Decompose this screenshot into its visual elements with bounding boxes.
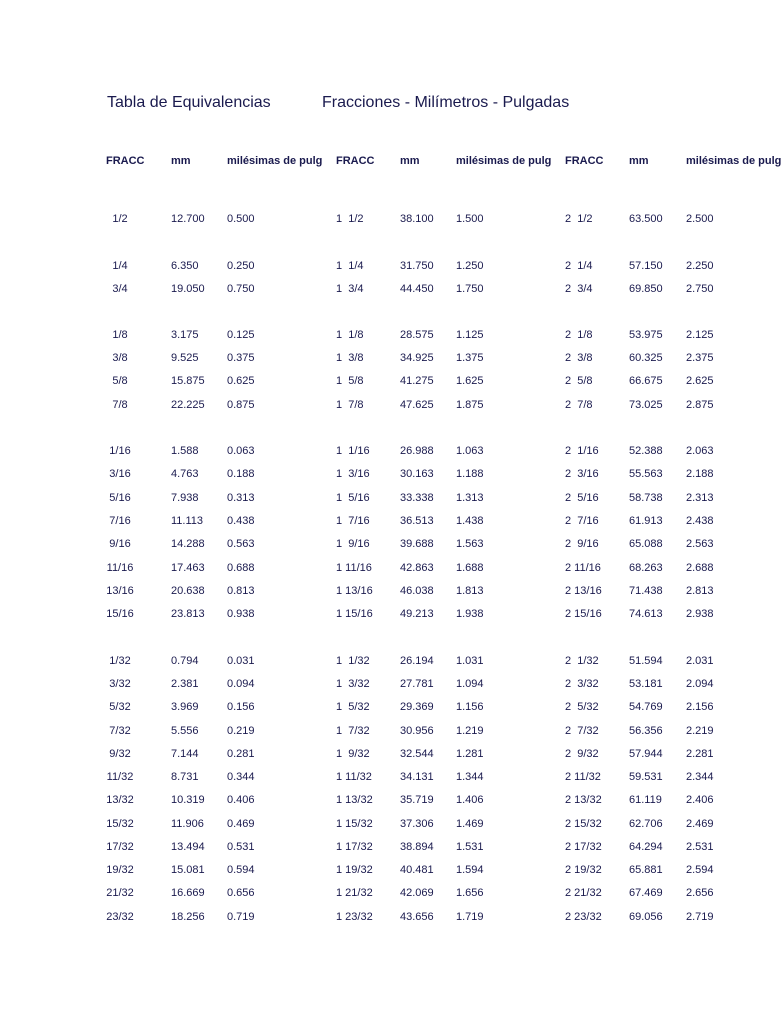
cell-inch-2: 1.188 <box>456 468 484 480</box>
cell-inch-3: 2.031 <box>686 655 714 667</box>
cell-inch-3: 2.063 <box>686 445 714 457</box>
cell-fraction-2: 1 11/16 <box>336 562 372 574</box>
cell-fraction-2: 1 5/8 <box>336 375 364 387</box>
cell-mm-3: 65.088 <box>629 538 663 550</box>
cell-fraction-1: 1/32 <box>109 655 131 667</box>
cell-mm-1: 2.381 <box>171 678 199 690</box>
cell-inch-1: 0.469 <box>227 818 255 830</box>
cell-inch-3: 2.219 <box>686 725 714 737</box>
cell-fraction-1: 5/32 <box>109 701 131 713</box>
cell-inch-3: 2.438 <box>686 515 714 527</box>
cell-mm-3: 65.881 <box>629 864 663 876</box>
cell-mm-3: 73.025 <box>629 399 663 411</box>
cell-mm-2: 32.544 <box>400 748 434 760</box>
cell-inch-3: 2.938 <box>686 608 714 620</box>
cell-inch-2: 1.406 <box>456 794 484 806</box>
cell-mm-3: 67.469 <box>629 887 663 899</box>
header-milesimas-3: milésimas de pulg <box>686 155 781 167</box>
cell-fraction-1: 3/32 <box>109 678 131 690</box>
cell-mm-1: 6.350 <box>171 260 199 272</box>
cell-inch-1: 0.313 <box>227 492 255 504</box>
cell-mm-2: 33.338 <box>400 492 434 504</box>
header-milesimas-2: milésimas de pulg <box>456 155 552 167</box>
cell-fraction-3: 2 13/16 <box>565 585 602 597</box>
cell-inch-2: 1.938 <box>456 608 484 620</box>
cell-fraction-3: 2 11/32 <box>565 771 601 783</box>
cell-fraction-2: 1 15/16 <box>336 608 373 620</box>
cell-fraction-1: 7/16 <box>109 515 131 527</box>
cell-mm-3: 60.325 <box>629 352 663 364</box>
cell-inch-2: 1.688 <box>456 562 484 574</box>
cell-mm-2: 49.213 <box>400 608 434 620</box>
cell-fraction-2: 1 9/32 <box>336 748 370 760</box>
cell-mm-3: 51.594 <box>629 655 663 667</box>
cell-inch-3: 2.656 <box>686 887 714 899</box>
cell-mm-2: 30.956 <box>400 725 434 737</box>
cell-mm-3: 68.263 <box>629 562 663 574</box>
cell-mm-3: 57.944 <box>629 748 663 760</box>
cell-inch-1: 0.688 <box>227 562 255 574</box>
cell-inch-2: 1.563 <box>456 538 484 550</box>
cell-inch-1: 0.625 <box>227 375 255 387</box>
cell-inch-2: 1.875 <box>456 399 484 411</box>
cell-fraction-2: 1 5/16 <box>336 492 370 504</box>
cell-inch-2: 1.750 <box>456 283 484 295</box>
cell-mm-3: 57.150 <box>629 260 663 272</box>
cell-mm-3: 59.531 <box>629 771 663 783</box>
cell-mm-3: 61.119 <box>629 794 662 806</box>
cell-fraction-1: 9/16 <box>109 538 131 550</box>
cell-fraction-1: 1/8 <box>112 329 128 341</box>
cell-inch-2: 1.156 <box>456 701 484 713</box>
cell-fraction-2: 1 1/8 <box>336 329 364 341</box>
cell-fraction-2: 1 17/32 <box>336 841 373 853</box>
cell-fraction-2: 1 3/16 <box>336 468 370 480</box>
cell-mm-1: 9.525 <box>171 352 199 364</box>
cell-fraction-1: 1/4 <box>112 260 128 272</box>
cell-inch-2: 1.625 <box>456 375 484 387</box>
cell-mm-1: 19.050 <box>171 283 205 295</box>
cell-inch-2: 1.438 <box>456 515 484 527</box>
cell-mm-1: 15.875 <box>171 375 205 387</box>
cell-inch-2: 1.219 <box>456 725 484 737</box>
cell-fraction-1: 15/32 <box>106 818 134 830</box>
cell-mm-1: 11.906 <box>171 818 204 830</box>
cell-fraction-3: 2 21/32 <box>565 887 602 899</box>
cell-fraction-1: 15/16 <box>106 608 134 620</box>
cell-mm-1: 23.813 <box>171 608 205 620</box>
cell-inch-2: 1.313 <box>456 492 484 504</box>
cell-inch-2: 1.813 <box>456 585 484 597</box>
cell-fraction-2: 1 19/32 <box>336 864 373 876</box>
cell-fraction-2: 1 1/4 <box>336 260 364 272</box>
cell-mm-2: 46.038 <box>400 585 434 597</box>
cell-mm-3: 58.738 <box>629 492 663 504</box>
cell-mm-3: 53.181 <box>629 678 663 690</box>
cell-inch-1: 0.375 <box>227 352 255 364</box>
cell-fraction-1: 7/32 <box>109 725 131 737</box>
cell-fraction-1: 9/32 <box>109 748 131 760</box>
cell-fraction-2: 1 11/32 <box>336 771 372 783</box>
cell-fraction-1: 5/8 <box>112 375 128 387</box>
cell-inch-1: 0.344 <box>227 771 255 783</box>
cell-inch-3: 2.875 <box>686 399 714 411</box>
cell-fraction-2: 1 1/16 <box>336 445 370 457</box>
cell-inch-3: 2.188 <box>686 468 714 480</box>
cell-inch-1: 0.156 <box>227 701 255 713</box>
header-mm-3: mm <box>629 155 649 167</box>
cell-inch-1: 0.594 <box>227 864 255 876</box>
cell-inch-2: 1.063 <box>456 445 484 457</box>
cell-fraction-1: 19/32 <box>106 864 134 876</box>
header-milesimas-1: milésimas de pulg <box>227 155 323 167</box>
cell-mm-2: 34.925 <box>400 352 434 364</box>
cell-inch-1: 0.750 <box>227 283 255 295</box>
cell-inch-3: 2.125 <box>686 329 714 341</box>
cell-mm-2: 38.100 <box>400 213 434 225</box>
cell-inch-3: 2.750 <box>686 283 714 295</box>
cell-mm-2: 37.306 <box>400 818 434 830</box>
cell-inch-1: 0.094 <box>227 678 255 690</box>
cell-inch-1: 0.281 <box>227 748 255 760</box>
cell-mm-2: 36.513 <box>400 515 434 527</box>
cell-inch-3: 2.594 <box>686 864 714 876</box>
cell-mm-3: 52.388 <box>629 445 663 457</box>
cell-inch-1: 0.125 <box>227 329 255 341</box>
header-mm-1: mm <box>171 155 191 167</box>
cell-fraction-2: 1 15/32 <box>336 818 373 830</box>
cell-mm-1: 3.969 <box>171 701 199 713</box>
cell-inch-3: 2.094 <box>686 678 714 690</box>
cell-mm-1: 10.319 <box>171 794 205 806</box>
cell-inch-2: 1.375 <box>456 352 484 364</box>
cell-fraction-3: 2 3/8 <box>565 352 593 364</box>
cell-mm-3: 69.850 <box>629 283 663 295</box>
cell-fraction-1: 23/32 <box>106 911 134 923</box>
cell-inch-3: 2.500 <box>686 213 714 225</box>
cell-inch-3: 2.625 <box>686 375 714 387</box>
cell-fraction-2: 1 3/32 <box>336 678 370 690</box>
cell-fraction-1: 13/32 <box>106 794 134 806</box>
cell-mm-3: 53.975 <box>629 329 663 341</box>
cell-inch-3: 2.375 <box>686 352 714 364</box>
cell-fraction-1: 13/16 <box>106 585 134 597</box>
cell-mm-1: 14.288 <box>171 538 205 550</box>
cell-inch-1: 0.875 <box>227 399 255 411</box>
cell-fraction-3: 2 23/32 <box>565 911 602 923</box>
cell-fraction-3: 2 7/32 <box>565 725 599 737</box>
cell-inch-3: 2.156 <box>686 701 714 713</box>
cell-mm-1: 7.144 <box>171 748 199 760</box>
cell-mm-2: 34.131 <box>400 771 434 783</box>
header-fracc-2: FRACC <box>336 155 375 167</box>
cell-inch-1: 0.219 <box>227 725 255 737</box>
cell-mm-1: 15.081 <box>171 864 205 876</box>
cell-mm-1: 20.638 <box>171 585 205 597</box>
cell-inch-1: 0.563 <box>227 538 255 550</box>
cell-mm-1: 4.763 <box>171 468 199 480</box>
cell-inch-2: 1.094 <box>456 678 484 690</box>
cell-mm-3: 66.675 <box>629 375 663 387</box>
cell-fraction-2: 1 7/8 <box>336 399 364 411</box>
cell-mm-2: 41.275 <box>400 375 434 387</box>
cell-inch-3: 2.250 <box>686 260 714 272</box>
cell-mm-3: 62.706 <box>629 818 663 830</box>
cell-mm-2: 40.481 <box>400 864 434 876</box>
cell-mm-2: 30.163 <box>400 468 434 480</box>
cell-fraction-1: 3/8 <box>112 352 128 364</box>
cell-fraction-1: 3/4 <box>112 283 128 295</box>
cell-fraction-3: 2 5/16 <box>565 492 599 504</box>
cell-mm-2: 43.656 <box>400 911 434 923</box>
cell-fraction-3: 2 13/32 <box>565 794 602 806</box>
cell-fraction-2: 1 7/32 <box>336 725 370 737</box>
cell-mm-3: 54.769 <box>629 701 663 713</box>
cell-inch-1: 0.938 <box>227 608 255 620</box>
cell-fraction-3: 2 15/32 <box>565 818 602 830</box>
cell-inch-2: 1.125 <box>456 329 484 341</box>
cell-fraction-3: 2 3/16 <box>565 468 599 480</box>
cell-inch-3: 2.719 <box>686 911 714 923</box>
cell-mm-1: 7.938 <box>171 492 199 504</box>
cell-mm-1: 8.731 <box>171 771 199 783</box>
cell-fraction-3: 2 3/4 <box>565 283 593 295</box>
cell-fraction-3: 2 15/16 <box>565 608 602 620</box>
cell-inch-1: 0.063 <box>227 445 255 457</box>
cell-inch-1: 0.719 <box>227 911 255 923</box>
cell-fraction-2: 1 3/4 <box>336 283 364 295</box>
cell-inch-1: 0.250 <box>227 260 255 272</box>
cell-inch-1: 0.813 <box>227 585 255 597</box>
cell-mm-2: 28.575 <box>400 329 434 341</box>
cell-fraction-1: 1/2 <box>112 213 128 225</box>
cell-mm-3: 63.500 <box>629 213 663 225</box>
cell-inch-2: 1.594 <box>456 864 484 876</box>
cell-inch-2: 1.281 <box>456 748 484 760</box>
cell-fraction-2: 1 1/32 <box>336 655 370 667</box>
cell-mm-3: 64.294 <box>629 841 663 853</box>
cell-mm-1: 17.463 <box>171 562 205 574</box>
cell-mm-3: 61.913 <box>629 515 663 527</box>
cell-inch-2: 1.031 <box>456 655 484 667</box>
cell-inch-1: 0.406 <box>227 794 255 806</box>
cell-mm-2: 35.719 <box>400 794 434 806</box>
cell-fraction-3: 2 11/16 <box>565 562 601 574</box>
cell-fraction-3: 2 5/8 <box>565 375 593 387</box>
cell-fraction-2: 1 1/2 <box>336 213 364 225</box>
cell-fraction-2: 1 23/32 <box>336 911 373 923</box>
cell-mm-1: 18.256 <box>171 911 205 923</box>
header-mm-2: mm <box>400 155 420 167</box>
cell-fraction-3: 2 7/8 <box>565 399 593 411</box>
cell-fraction-2: 1 3/8 <box>336 352 364 364</box>
cell-inch-1: 0.031 <box>227 655 255 667</box>
cell-inch-2: 1.250 <box>456 260 484 272</box>
cell-inch-3: 2.313 <box>686 492 714 504</box>
cell-mm-2: 29.369 <box>400 701 434 713</box>
cell-inch-2: 1.344 <box>456 771 484 783</box>
cell-fraction-1: 11/32 <box>106 771 134 783</box>
cell-fraction-3: 2 1/4 <box>565 260 593 272</box>
cell-fraction-3: 2 19/32 <box>565 864 602 876</box>
cell-mm-1: 0.794 <box>171 655 199 667</box>
cell-mm-3: 71.438 <box>629 585 663 597</box>
cell-mm-3: 55.563 <box>629 468 663 480</box>
cell-mm-1: 5.556 <box>171 725 199 737</box>
cell-fraction-3: 2 1/2 <box>565 213 593 225</box>
cell-inch-2: 1.531 <box>456 841 484 853</box>
cell-inch-2: 1.469 <box>456 818 484 830</box>
cell-inch-3: 2.281 <box>686 748 714 760</box>
cell-fraction-3: 2 1/32 <box>565 655 599 667</box>
cell-mm-2: 26.194 <box>400 655 434 667</box>
page-subtitle: Fracciones - Milímetros - Pulgadas <box>322 94 570 111</box>
cell-inch-1: 0.656 <box>227 887 255 899</box>
cell-inch-1: 0.500 <box>227 213 255 225</box>
header-fracc-3: FRACC <box>565 155 604 167</box>
cell-fraction-3: 2 5/32 <box>565 701 599 713</box>
cell-inch-1: 0.438 <box>227 515 255 527</box>
cell-fraction-2: 1 21/32 <box>336 887 373 899</box>
cell-mm-3: 74.613 <box>629 608 663 620</box>
cell-inch-2: 1.719 <box>456 911 484 923</box>
cell-fraction-3: 2 1/16 <box>565 445 599 457</box>
cell-inch-3: 2.563 <box>686 538 714 550</box>
cell-mm-2: 39.688 <box>400 538 434 550</box>
cell-inch-3: 2.469 <box>686 818 714 830</box>
cell-mm-1: 13.494 <box>171 841 205 853</box>
cell-inch-1: 0.531 <box>227 841 255 853</box>
cell-inch-3: 2.406 <box>686 794 714 806</box>
cell-fraction-2: 1 13/16 <box>336 585 373 597</box>
cell-fraction-1: 17/32 <box>106 841 134 853</box>
cell-fraction-2: 1 7/16 <box>336 515 370 527</box>
cell-mm-2: 44.450 <box>400 283 434 295</box>
cell-fraction-3: 2 9/32 <box>565 748 599 760</box>
cell-mm-2: 42.069 <box>400 887 434 899</box>
cell-inch-3: 2.688 <box>686 562 714 574</box>
cell-inch-3: 2.813 <box>686 585 714 597</box>
cell-mm-2: 47.625 <box>400 399 434 411</box>
cell-mm-3: 69.056 <box>629 911 663 923</box>
cell-mm-3: 56.356 <box>629 725 663 737</box>
header-fracc-1: FRACC <box>106 155 145 167</box>
cell-mm-1: 12.700 <box>171 213 205 225</box>
cell-inch-3: 2.344 <box>686 771 714 783</box>
cell-fraction-3: 2 1/8 <box>565 329 593 341</box>
cell-mm-1: 1.588 <box>171 445 199 457</box>
cell-fraction-2: 1 9/16 <box>336 538 370 550</box>
cell-fraction-1: 7/8 <box>112 399 128 411</box>
cell-fraction-1: 11/16 <box>106 562 134 574</box>
cell-mm-2: 27.781 <box>400 678 434 690</box>
cell-mm-2: 38.894 <box>400 841 434 853</box>
cell-fraction-3: 2 7/16 <box>565 515 599 527</box>
cell-fraction-3: 2 9/16 <box>565 538 599 550</box>
cell-inch-1: 0.188 <box>227 468 255 480</box>
cell-mm-2: 31.750 <box>400 260 434 272</box>
cell-fraction-2: 1 5/32 <box>336 701 370 713</box>
cell-fraction-1: 21/32 <box>106 887 134 899</box>
cell-fraction-3: 2 3/32 <box>565 678 599 690</box>
page-title: Tabla de Equivalencias <box>107 94 271 111</box>
cell-fraction-3: 2 17/32 <box>565 841 602 853</box>
cell-inch-2: 1.500 <box>456 213 484 225</box>
cell-inch-3: 2.531 <box>686 841 714 853</box>
cell-inch-2: 1.656 <box>456 887 484 899</box>
cell-fraction-1: 1/16 <box>109 445 131 457</box>
cell-mm-1: 11.113 <box>171 515 204 527</box>
cell-fraction-1: 5/16 <box>109 492 131 504</box>
cell-mm-1: 22.225 <box>171 399 205 411</box>
cell-mm-2: 26.988 <box>400 445 434 457</box>
cell-mm-1: 16.669 <box>171 887 205 899</box>
cell-fraction-1: 3/16 <box>109 468 131 480</box>
cell-fraction-2: 1 13/32 <box>336 794 373 806</box>
cell-mm-1: 3.175 <box>171 329 199 341</box>
cell-mm-2: 42.863 <box>400 562 434 574</box>
